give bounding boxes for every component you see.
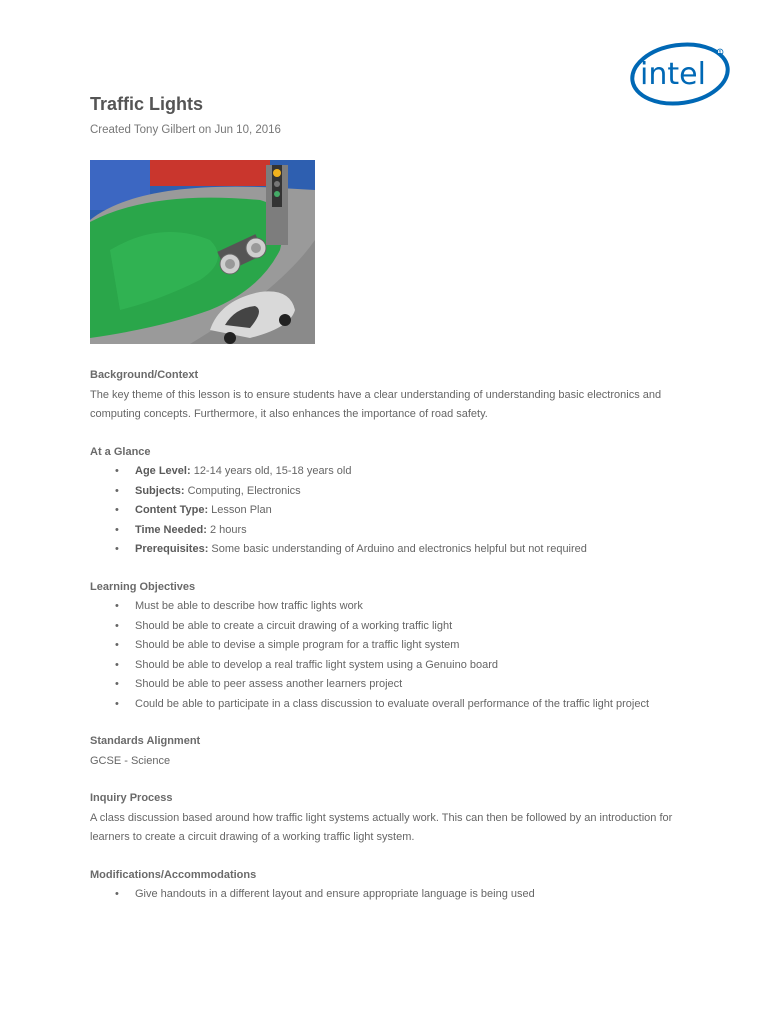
item-value: Computing, Electronics [184,484,301,497]
at-a-glance-heading: At a Glance [90,445,151,458]
list-item: • Must be able to describe how traffic lights work [90,597,690,617]
item-key: Subjects: [135,484,185,497]
svg-text:intel: intel [640,57,706,92]
list-item [90,482,690,502]
svg-text:R: R [718,49,722,55]
item-key: Prerequisites: [135,543,209,555]
page-title: Traffic Lights [90,94,204,114]
list-item [90,521,690,541]
list-item [90,462,690,482]
background-section [90,366,690,425]
item-value: 12-14 years old, 15-18 years old [190,465,352,477]
inquiry-section [90,789,690,848]
item-value: 2 hours [206,523,247,536]
modifications-heading: Modifications/Accommodations [90,868,257,881]
background-text: The key theme of this lesson is to ensure students have a clear understanding of understanding basic electronics and computing concepts. Furthermore, it also enhances the importance of road safety. [90,388,662,420]
item-key: Age Level: [135,465,191,477]
lesson-content [90,366,690,923]
background-heading: Background/Context [90,369,199,381]
traffic-light-model-photo [90,160,315,344]
list-item: • Should be able to create a circuit drawing of a working traffic light [90,617,690,637]
item-value: Some basic understanding of Arduino and electronics helpful but not required [208,543,587,555]
list-item: • Give handouts in a different layout and ensure appropriate language is being used [90,885,690,905]
learning-objectives-list [90,597,690,714]
list-item: • Should be able to peer assess another learners project [90,675,690,695]
list-item [90,540,690,560]
item-key: Time Needed: [135,523,207,536]
author-byline: Created Tony Gilbert on Jun 10, 2016 [90,124,281,136]
at-a-glance-list [90,462,690,560]
list-item: • Should be able to devise a simple program for a traffic light system [90,636,690,656]
modifications-section [90,866,690,905]
at-a-glance-section [90,443,690,560]
item-key: Content Type: [135,504,209,516]
item-value: Lesson Plan [208,504,272,516]
modifications-list [90,885,690,905]
standards-section [90,732,690,771]
standards-text: GCSE - Science [90,754,171,767]
list-item [90,501,690,521]
list-item: • Could be able to participate in a class discussion to evaluate overall performance of the traffic light project [90,695,690,715]
list-item: • Should be able to develop a real traffic light system using a Genuino board [90,656,690,676]
standards-heading: Standards Alignment [90,735,201,747]
learning-objectives-heading: Learning Objectives [90,580,196,593]
intel-logo [628,38,732,110]
inquiry-text: A class discussion based around how traffic light systems actually work. This can then be followed by an introduction for learners to create a circuit drawing of a working traffic light system. [90,811,673,843]
learning-objectives-section [90,578,690,715]
inquiry-heading: Inquiry Process [90,792,173,804]
